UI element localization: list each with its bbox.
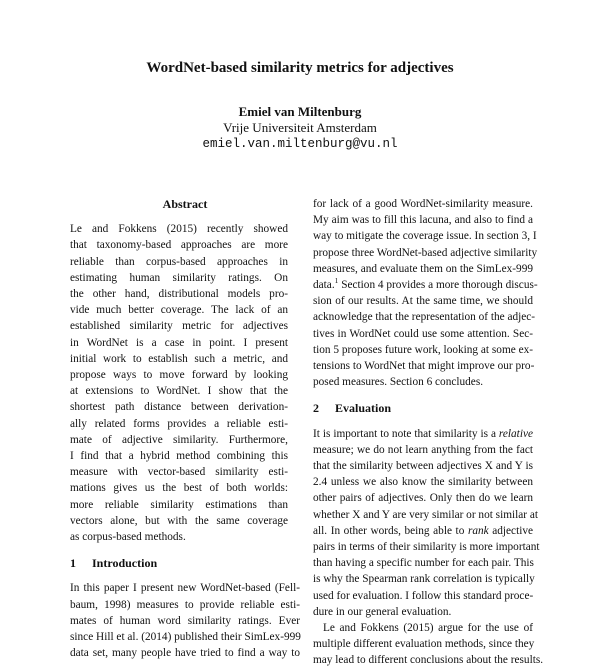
section-title: Introduction: [92, 556, 158, 571]
intro-line: propose three WordNet-based adjective similarity: [313, 246, 538, 259]
abstract-line: I find that a hybrid method combining this: [70, 450, 288, 463]
eval-line: may lead to different conclusions about the results.: [313, 654, 544, 667]
left-column: [70, 196, 300, 661]
abstract-line: shortest path distance between derivation-: [70, 401, 288, 414]
eval-line: is why the Spearman rank correlation is typically: [313, 573, 535, 586]
data-line-rest: Section 4 provides a more thorough discus-: [338, 279, 538, 292]
eval-text: all. In other words, being able to: [313, 524, 468, 537]
abstract-line: the other hand, distributional models pro-: [70, 288, 288, 301]
relative-emphasis: relative: [498, 427, 533, 440]
abstract-line: propose ways to move forward by looking: [70, 369, 288, 382]
rank-emphasis: rank: [467, 524, 489, 537]
intro-line: way to mitigate the coverage issue. In section 3, I: [313, 230, 537, 243]
intro-line: tives in WordNet could use some attention. Sec-: [313, 327, 533, 340]
eval-line-rank: [313, 523, 533, 539]
author-email: emiel.van.miltenburg@vu.nl: [202, 137, 398, 151]
intro-line: tion 5 proposes future work, looking at some ex-: [313, 343, 533, 356]
evaluation-paragraph-2: [313, 620, 544, 669]
eval-line: Le and Fokkens (2015) argue for the use of: [323, 622, 533, 635]
eval-line: pairs in terms of their similarity is more important: [313, 541, 540, 554]
abstract-line: Le and Fokkens (2015) recently showed: [70, 223, 288, 236]
evaluation-body: [313, 426, 540, 620]
eval-line: whether X and Y are very similar or not similar at: [313, 508, 539, 521]
abstract-line: initial work to establish such a metric, and: [70, 352, 288, 365]
abstract-line: mations gives us the best of both worlds:: [70, 482, 288, 495]
section-title: Evaluation: [335, 401, 392, 416]
intro-line: for lack of a good WordNet-similarity measure.: [313, 198, 533, 210]
intro-line: acknowledge that the representation of the adjec-: [313, 311, 536, 324]
introduction-continued: [313, 196, 538, 390]
intro-line: posed measures. Section 6 concludes.: [313, 376, 484, 389]
intro-line: In this paper I present new WordNet-based (Fell-: [70, 582, 300, 595]
abstract-line: in WordNet is a case in point. I present: [70, 336, 288, 349]
abstract-line: measure with vector-based similarity esti-: [70, 466, 288, 479]
abstract-heading: Abstract: [162, 197, 208, 211]
abstract-line: as corpus-based methods.: [70, 531, 186, 544]
eval-line: 2.4 unless we also know the similarity between: [313, 476, 533, 489]
abstract-line: ally related forms provides a reliable esti-: [70, 417, 288, 430]
section-heading-evaluation: [313, 400, 533, 416]
eval-line: used for evaluation. I follow this standard proce-: [313, 589, 534, 602]
section-number: 1: [70, 556, 76, 571]
abstract-line: that taxonomy-based approaches are more: [70, 239, 288, 252]
introduction-body: [70, 580, 300, 661]
abstract-body: [70, 221, 300, 545]
abstract-line: more reliable similarity estimations than: [70, 498, 288, 511]
abstract-line: reliable than corpus-based approaches in: [70, 255, 288, 268]
abstract-line: established similarity metric for adjectives: [70, 320, 288, 333]
section-number: 2: [313, 401, 319, 416]
eval-line-relative: [313, 426, 533, 442]
intro-line: data set, many people have tried to find a way to: [70, 647, 300, 660]
intro-line: since Hill et al. (2014) published their SimLex-999: [70, 631, 301, 644]
eval-text: It is important to note that similarity is a: [313, 427, 499, 440]
eval-line: multiple different evaluation methods, since they: [313, 638, 535, 651]
intro-line-footnote: [313, 276, 538, 293]
data-word: data.: [313, 279, 335, 292]
author-affiliation: Vrije Universiteit Amsterdam: [223, 120, 377, 135]
footnote-marker[interactable]: 1: [334, 276, 339, 286]
intro-line: baum, 1998) measures to provide reliable esti-: [70, 598, 300, 611]
intro-line: mates of human word similarity ratings. Ever: [70, 614, 300, 627]
abstract-line: estimating human similarity ratings. On: [70, 271, 288, 284]
intro-line: measures, and evaluate them on the SimLex-999: [313, 262, 533, 275]
eval-line: dure in our general evaluation.: [313, 605, 452, 618]
eval-line: other pairs of adjectives. Only then do we learn: [313, 492, 533, 505]
abstract-line: vectors alone, but with the same coverage: [70, 514, 288, 527]
paper-title: WordNet-based similarity metrics for adjectives: [146, 60, 454, 76]
abstract-line: vide much better coverage. The lack of an: [70, 304, 288, 317]
intro-line: tensions to WordNet that might improve our pro-: [313, 360, 535, 373]
eval-line: measure; we do not learn anything from the fact: [313, 443, 533, 456]
abstract-line: mate of adjective similarity. Furthermore,: [70, 433, 288, 446]
eval-line: than having a specific number for each pair. This: [313, 557, 534, 570]
eval-text: adjective: [488, 524, 534, 537]
intro-line: sion of our results. At the same time, we should: [313, 295, 533, 308]
section-heading-introduction: [70, 555, 300, 571]
eval-line: that the similarity between adjectives X and Y is: [313, 460, 533, 473]
author-block: [0, 104, 600, 152]
intro-line: My aim was to fill this lacuna, and also to find a: [313, 214, 533, 227]
abstract-line: at extensions to WordNet. I show that the: [70, 385, 288, 398]
right-column: [313, 196, 544, 669]
author-name: Emiel van Miltenburg: [238, 104, 362, 119]
